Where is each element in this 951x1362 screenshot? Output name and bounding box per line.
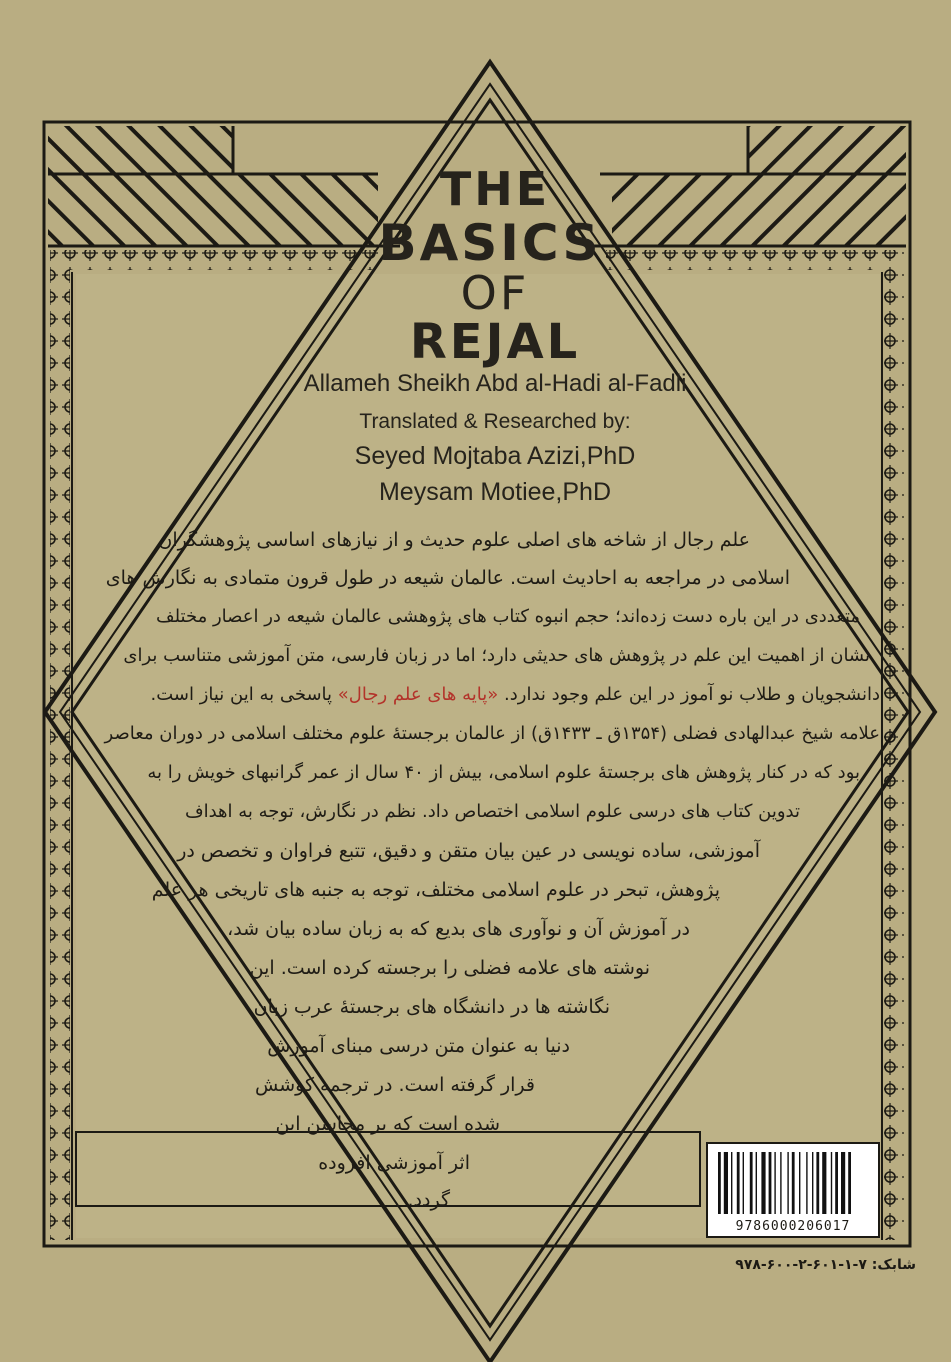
barcode-digits: 9786000206017	[735, 1219, 851, 1234]
blurb-line: علامه شیخ عبدالهادی فضلی (۱۳۵۴ق ـ ۱۴۳۳ق) از عالمان برجستهٔ علوم مختلف اسلامی در دوران معاصر	[104, 723, 880, 744]
title-line-2: BASICS	[378, 214, 602, 272]
translator-1: Seyed Mojtaba Azizi,PhD	[354, 442, 636, 470]
blurb-line: دنیا به عنوان متن درسی مبنای آموزش	[267, 1035, 570, 1057]
title-line-3: OF	[460, 266, 530, 320]
blurb-line: آموزشی، ساده نویسی در عین بیان متقن و دقیق، تتبع فراوان و تخصص در	[177, 840, 760, 862]
blurb-line	[151, 677, 881, 713]
blurb-line: نگاشته ها در دانشگاه های برجستهٔ عرب زبان	[253, 996, 610, 1018]
blurb-line: شده است که بر محاسن این	[275, 1113, 500, 1135]
barcode	[706, 1142, 880, 1238]
translator-2: Meysam Motiee,PhD	[378, 478, 612, 506]
barcode-bars	[708, 1148, 878, 1220]
book-title-highlight: «پایه های علم رجال»	[337, 684, 499, 705]
blurb-line: اثر آموزشی افزوده	[318, 1152, 470, 1174]
blurb-line: تدوین کتاب های درسی علوم اسلامی اختصاص داد. نظم در نگارش، توجه به اهداف	[184, 801, 800, 822]
translated-by-label: Translated & Researched by:	[359, 410, 631, 433]
blurb-line: متعددی در این باره دست زده‌اند؛ حجم انبوه کتاب های پژوهشی عالمان شیعه در اعصار مختلف	[155, 606, 860, 627]
isbn-label: شابک: ۷-۱-۶۰۱-۲-۶۰۰-۹۷۸	[735, 1257, 916, 1273]
blurb-fragment: دانشجویان و طلاب نو آموز در این علم وجود ندارد.	[504, 684, 880, 705]
blurb-line: اسلامی در مراجعه به احادیث است. عالمان شیعه در طول قرون متمادی به نگارش های	[105, 567, 790, 589]
blurb-line: علم رجال از شاخه های اصلی علوم حدیث و از نیازهای اساسی پژوهشگران	[158, 529, 750, 551]
blurb-line: قرار گرفته است. در ترجمه کوشش	[255, 1074, 535, 1096]
title-line-1: THE	[439, 162, 551, 216]
author-name: Allameh Sheikh Abd al-Hadi al-Fadli	[303, 370, 687, 397]
title-line-4: REJAL	[409, 314, 581, 370]
description-text	[100, 522, 880, 1222]
blurb-line: نشان از اهمیت این علم در پژوهش های حدیثی دارد؛ اما در زبان فارسی، متن آموزشی متناسب برای	[123, 645, 870, 666]
blurb-line: گردد.	[407, 1189, 450, 1211]
blurb-line: پژوهش، تبحر در علوم اسلامی مختلف، توجه به جنبه های تاریخی هر علم	[151, 879, 720, 901]
blurb-line: بود که در کنار پژوهش های برجستهٔ علوم اسلامی، بیش از ۴۰ سال از عمر گرانبهای خویش را به	[147, 762, 860, 783]
blurb-fragment: پاسخی به این نیاز است.	[150, 684, 333, 705]
blurb-line: نوشته های علامه فضلی را برجسته کرده است. این	[249, 957, 650, 979]
blurb-line: در آموزش آن و نوآوری های بدیع که به زبان ساده بیان شد،	[227, 918, 690, 940]
